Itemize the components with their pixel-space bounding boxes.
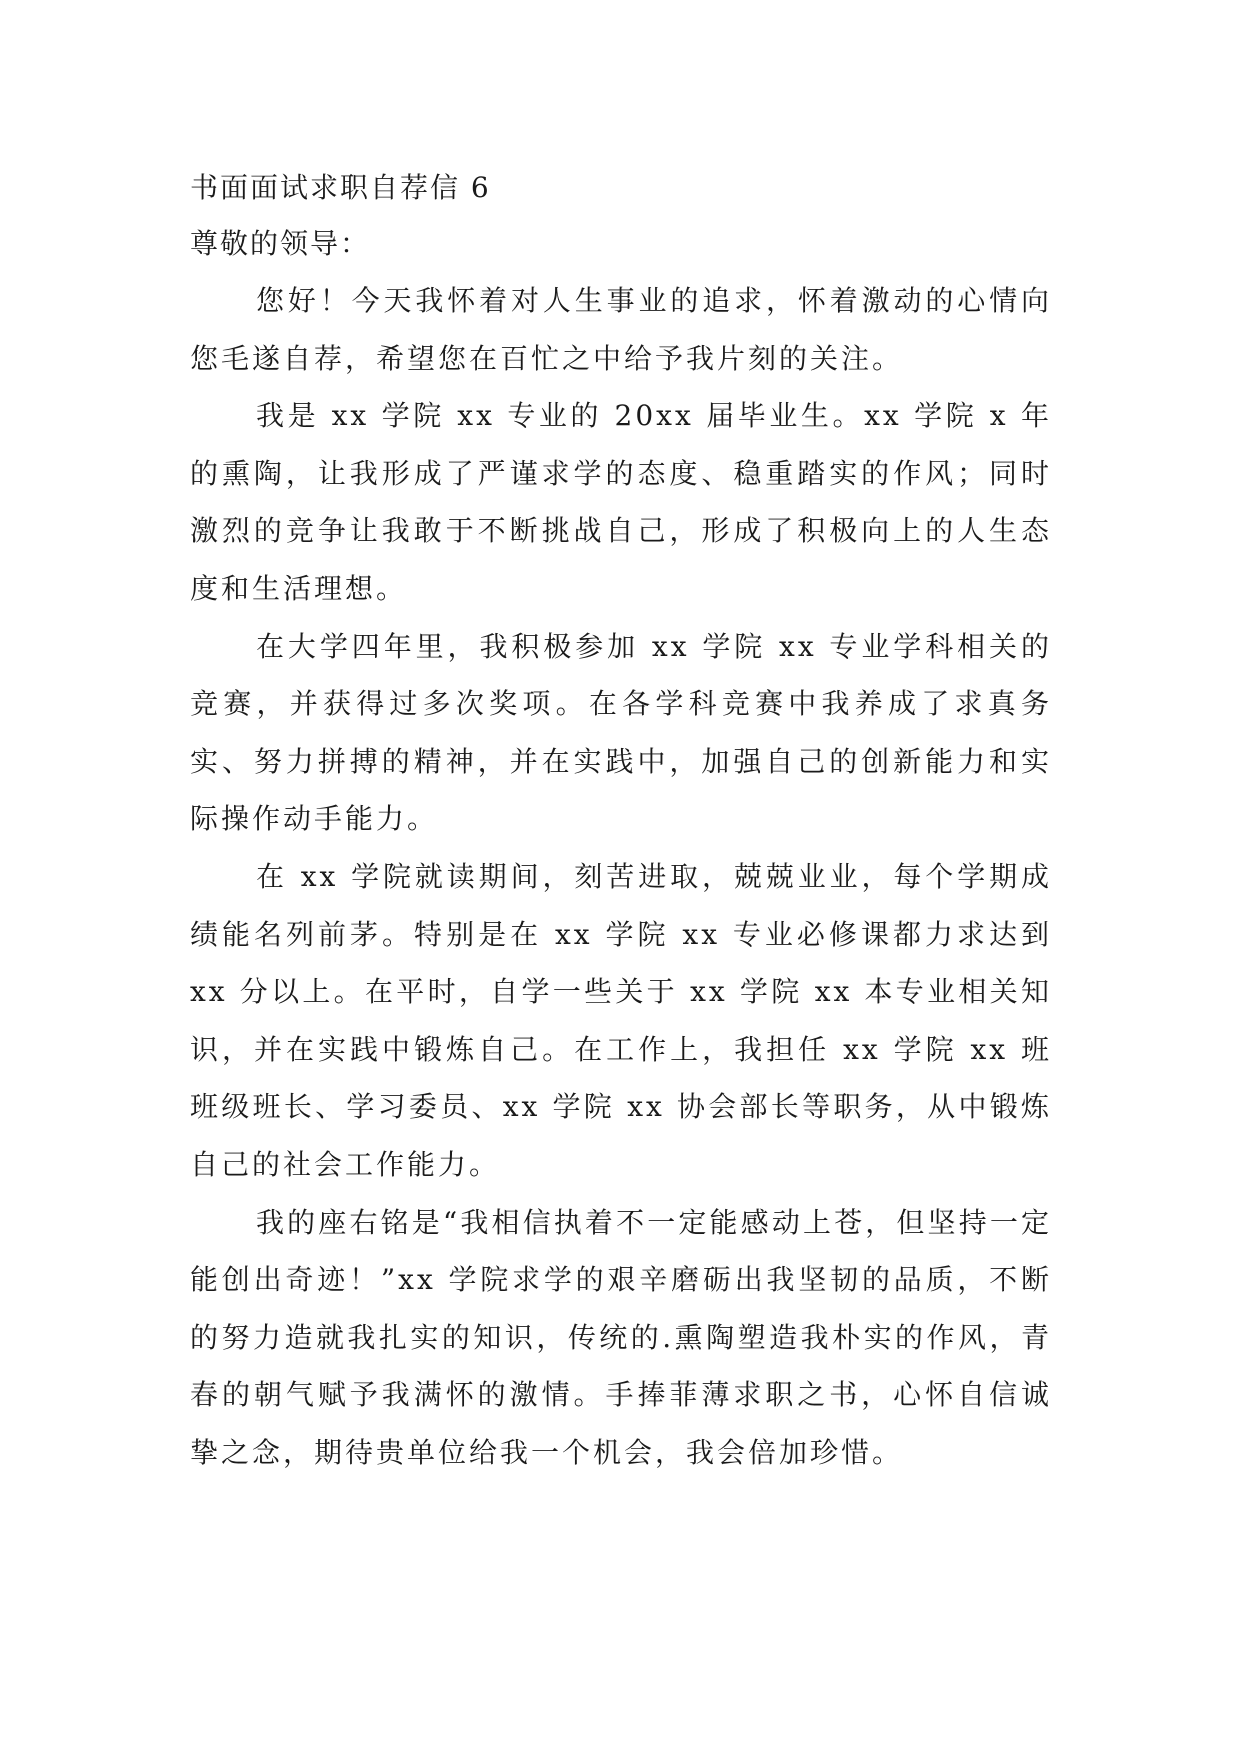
salutation: 尊敬的领导： — [190, 227, 371, 260]
paragraph-competitions: 在大学四年里，我积极参加 xx 学院 xx 专业学科相关的竞赛，并获得过多次奖项。在各学科竞赛中我养成了求真务实、努力拼搏的精神，并在实践中，加强自己的创新能力和实际操作动手能力。 — [190, 629, 1052, 836]
document-title: 书面面试求职自荐信 6 — [190, 171, 491, 204]
paragraph-education: 我是 xx 学院 xx 专业的 20xx 届毕业生。xx 学院 x 年的熏陶，让我形成了严谨求学的态度、稳重踏实的作风；同时激烈的竞争让我敢于不断挑战自己，形成了积极向上的人生态度和生活理想。 — [190, 399, 1052, 605]
paragraph-study-work: 在 xx 学院就读期间，刻苦进取，兢兢业业，每个学期成绩能名列前茅。特别是在 xx 学院 xx 专业必修课都力求达到 xx 分以上。在平时，自学一些关于 xx 学院 xx 本专业相关知识，并在实践中锻炼自己。在工作上，我担任 xx 学院 xx 班班级班长、学习委员、xx 学院 xx 协会部长等职务，从中锻炼自己的社会工作能力。 — [190, 859, 1052, 1181]
paragraph-greeting: 您好！今天我怀着对人生事业的追求，怀着激动的心情向您毛遂自荐，希望您在百忙之中给予我片刻的关注。 — [190, 284, 1052, 375]
document-page — [190, 160, 1052, 1481]
paragraph-motto-closing: 我的座右铭是“我相信执着不一定能感动上苍，但坚持一定能创出奇迹！”xx 学院求学的艰辛磨砺出我坚韧的品质，不断的努力造就我扎实的知识，传统的.熏陶塑造我朴实的作风，青春的朝气赋予我满怀的激情。手捧菲薄求职之书，心怀自信诚挚之念，期待贵单位给我一个机会，我会倍加珍惜。 — [190, 1205, 1052, 1469]
